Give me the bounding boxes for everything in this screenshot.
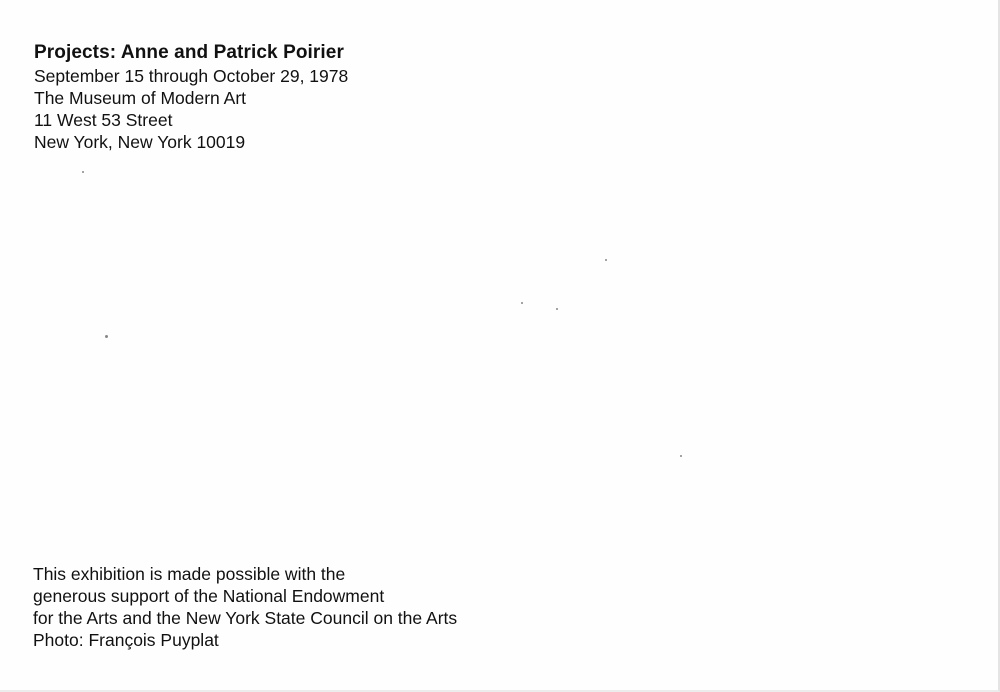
paper-speck [82, 171, 84, 173]
credit-line: generous support of the National Endowment [33, 586, 385, 606]
paper-speck [556, 308, 558, 310]
paper-speck [105, 335, 108, 338]
paper-speck [521, 302, 523, 304]
credit-line: This exhibition is made possible with the [33, 564, 346, 584]
paper-speck [680, 455, 682, 457]
photo-credit: Photo: François Puyplat [33, 630, 219, 650]
institution-name: The Museum of Modern Art [34, 88, 247, 108]
exhibition-title: Projects: Anne and Patrick Poirier [34, 42, 344, 63]
paper-speck [605, 259, 607, 261]
credits [33, 563, 553, 651]
city-address: New York, New York 10019 [34, 132, 246, 152]
exhibition-info [34, 41, 594, 153]
credit-line: for the Arts and the New York State Council on the Arts [33, 608, 458, 628]
exhibition-dates: September 15 through October 29, 1978 [34, 66, 349, 86]
street-address: 11 West 53 Street [34, 110, 173, 130]
